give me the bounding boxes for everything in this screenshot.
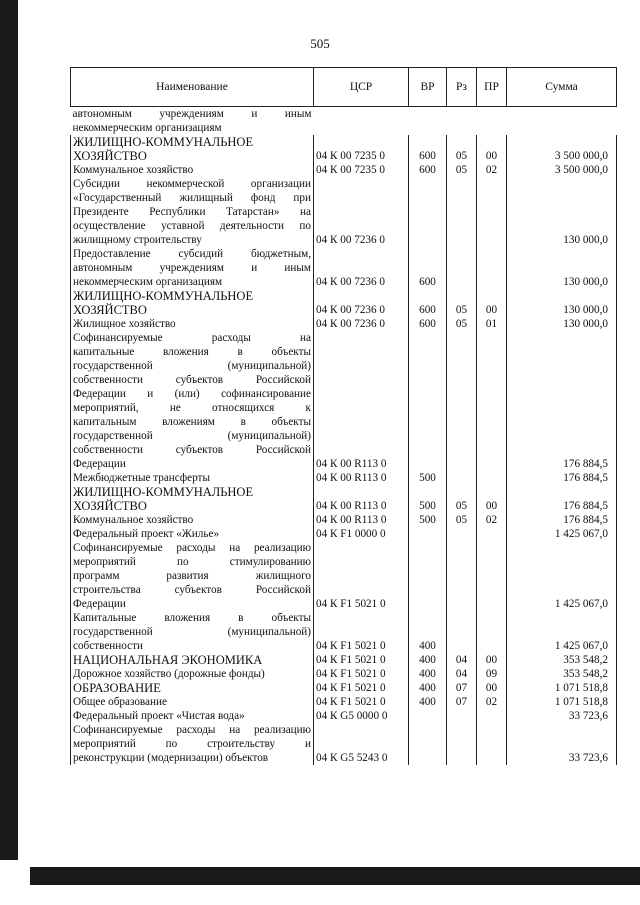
row-pr: 09	[477, 667, 507, 681]
row-name	[71, 247, 314, 289]
row-csr: 04 К 00 7236 0	[314, 247, 409, 289]
row-sum: 130 000,0	[507, 317, 617, 331]
table-row	[71, 485, 617, 513]
header-vr: ВР	[409, 68, 447, 107]
row-sum: 176 884,5	[507, 485, 617, 513]
row-name	[71, 471, 314, 485]
row-name	[71, 177, 314, 247]
row-vr: 600	[409, 289, 447, 317]
row-name-line: программ развития жилищного	[73, 570, 311, 582]
row-vr: 400	[409, 667, 447, 681]
row-rz	[447, 471, 477, 485]
row-pr	[477, 723, 507, 765]
row-rz	[447, 331, 477, 471]
row-rz: 05	[447, 289, 477, 317]
row-csr: 04 К G5 5243 0	[314, 723, 409, 765]
row-rz: 05	[447, 485, 477, 513]
row-csr: 04 К 00 R113 0	[314, 485, 409, 513]
row-name-line: государственной (муниципальной)	[73, 626, 311, 638]
row-name-line: капитальные вложения в объекты	[73, 346, 311, 358]
row-name-line: «Государственный жилищный фонд при	[73, 192, 311, 204]
row-name-line: ХОЗЯЙСТВО	[73, 303, 147, 317]
row-sum: 130 000,0	[507, 289, 617, 317]
row-sum: 3 500 000,0	[507, 163, 617, 177]
header-name: Наименование	[71, 68, 314, 107]
row-csr: 04 К 00 7236 0	[314, 317, 409, 331]
row-name	[71, 331, 314, 471]
table-row	[71, 247, 617, 289]
row-name-line: государственной (муниципальной)	[73, 430, 311, 442]
row-name-line: ХОЗЯЙСТВО	[73, 499, 147, 513]
table-row	[71, 471, 617, 485]
header-csr: ЦСР	[314, 68, 409, 107]
table-row	[71, 723, 617, 765]
row-name	[71, 135, 314, 163]
row-name-line: Федеральный проект «Чистая вода»	[73, 710, 245, 722]
row-rz	[447, 723, 477, 765]
row-name	[71, 723, 314, 765]
row-pr	[477, 331, 507, 471]
row-vr	[409, 541, 447, 611]
row-name-line: некоммерческим организациям	[73, 276, 223, 288]
table-row	[71, 513, 617, 527]
row-csr: 04 К 00 R113 0	[314, 513, 409, 527]
table-row	[71, 709, 617, 723]
row-name	[71, 527, 314, 541]
table-row	[71, 695, 617, 709]
row-rz	[447, 611, 477, 653]
row-vr: 500	[409, 471, 447, 485]
header-rz: Рз	[447, 68, 477, 107]
row-pr: 02	[477, 513, 507, 527]
row-sum: 1 071 518,8	[507, 695, 617, 709]
row-name-line: ОБРАЗОВАНИЕ	[73, 681, 161, 695]
row-pr: 00	[477, 681, 507, 695]
row-name	[71, 289, 314, 317]
row-vr: 600	[409, 317, 447, 331]
table-row	[71, 541, 617, 611]
row-vr: 400	[409, 681, 447, 695]
row-rz	[447, 527, 477, 541]
row-name-line: НАЦИОНАЛЬНАЯ ЭКОНОМИКА	[73, 653, 263, 667]
row-pr: 01	[477, 317, 507, 331]
row-sum: 130 000,0	[507, 177, 617, 247]
row-name-line: ЖИЛИЩНО-КОММУНАЛЬНОЕ	[73, 289, 254, 303]
table-row	[71, 317, 617, 331]
row-name-line: Софинансируемые расходы на реализацию	[73, 724, 311, 736]
row-name-line: собственности	[73, 640, 143, 652]
row-sum: 353 548,2	[507, 667, 617, 681]
row-sum: 176 884,5	[507, 513, 617, 527]
row-name-line: мероприятий по строительству и	[73, 738, 311, 750]
row-rz	[447, 177, 477, 247]
row-pr	[477, 177, 507, 247]
row-rz: 05	[447, 135, 477, 163]
row-name-line: Федеральный проект «Жилье»	[73, 528, 220, 540]
budget-table-container	[70, 67, 616, 765]
header-pr: ПР	[477, 68, 507, 107]
table-row	[71, 177, 617, 247]
row-sum: 1 425 067,0	[507, 527, 617, 541]
row-csr: 04 К F1 5021 0	[314, 667, 409, 681]
row-csr	[314, 107, 409, 136]
row-csr: 04 К 00 7235 0	[314, 163, 409, 177]
row-vr: 500	[409, 513, 447, 527]
row-name-line: автономным учреждениям и иным	[73, 262, 311, 274]
row-pr	[477, 541, 507, 611]
row-name-line: ЖИЛИЩНО-КОММУНАЛЬНОЕ	[73, 135, 254, 149]
row-sum: 1 425 067,0	[507, 611, 617, 653]
row-vr	[409, 527, 447, 541]
row-rz: 05	[447, 317, 477, 331]
row-name-line: ЖИЛИЩНО-КОММУНАЛЬНОЕ	[73, 485, 254, 499]
row-rz: 05	[447, 163, 477, 177]
table-row	[71, 653, 617, 667]
row-vr: 600	[409, 163, 447, 177]
row-name-line: Президенте Республики Татарстан» на	[73, 206, 311, 218]
row-vr	[409, 709, 447, 723]
scan-edge-bottom	[30, 867, 640, 885]
row-vr	[409, 331, 447, 471]
row-name-line: Федерации	[73, 598, 126, 610]
row-name-line: Коммунальное хозяйство	[73, 514, 194, 526]
row-name-line: государственной (муниципальной)	[73, 360, 311, 372]
row-sum	[507, 107, 617, 136]
header-sum: Сумма	[507, 68, 617, 107]
row-name-line: Софинансируемые расходы на реализацию	[73, 542, 311, 554]
row-name-line: Межбюджетные трансферты	[73, 472, 210, 484]
row-csr: 04 К 00 R113 0	[314, 471, 409, 485]
row-vr: 600	[409, 247, 447, 289]
row-name	[71, 611, 314, 653]
row-name-line: Общее образование	[73, 696, 167, 708]
row-name-line: собственности субъектов Российской	[73, 444, 311, 456]
row-name-line: мероприятий, не относящихся к	[73, 402, 311, 414]
row-csr: 04 К 00 7235 0	[314, 135, 409, 163]
row-pr	[477, 247, 507, 289]
table-row	[71, 681, 617, 695]
row-sum: 353 548,2	[507, 653, 617, 667]
row-name-line: автономным учреждениям и иным	[72, 108, 312, 120]
table-header	[71, 68, 617, 107]
row-name	[71, 709, 314, 723]
row-name-line: Капитальные вложения в объекты	[73, 612, 311, 624]
row-vr: 600	[409, 135, 447, 163]
row-name-line: осуществление уставной деятельности по	[73, 220, 311, 232]
table-row	[71, 163, 617, 177]
table-row	[71, 135, 617, 163]
row-pr: 00	[477, 485, 507, 513]
row-name-line: Дорожное хозяйство (дорожные фонды)	[73, 668, 265, 680]
row-name-line: собственности субъектов Российской	[73, 374, 311, 386]
row-rz	[447, 541, 477, 611]
row-vr: 400	[409, 695, 447, 709]
row-rz: 04	[447, 653, 477, 667]
row-vr	[409, 723, 447, 765]
scan-edge-left	[0, 0, 18, 860]
row-pr	[477, 611, 507, 653]
budget-table	[70, 67, 617, 765]
row-rz	[447, 247, 477, 289]
row-name-line: Федерации	[73, 458, 126, 470]
row-sum: 176 884,5	[507, 331, 617, 471]
row-name-line: Субсидии некоммерческой организации	[73, 178, 311, 190]
row-rz: 04	[447, 667, 477, 681]
row-csr: 04 К F1 5021 0	[314, 695, 409, 709]
row-pr	[477, 107, 507, 136]
row-csr: 04 К F1 5021 0	[314, 541, 409, 611]
row-vr: 400	[409, 653, 447, 667]
row-sum: 1 071 518,8	[507, 681, 617, 695]
row-name	[71, 513, 314, 527]
row-csr: 04 К F1 0000 0	[314, 527, 409, 541]
row-name-line: Софинансируемые расходы на	[73, 332, 311, 344]
row-sum: 176 884,5	[507, 471, 617, 485]
table-row	[71, 289, 617, 317]
row-vr	[409, 107, 447, 136]
row-pr	[477, 527, 507, 541]
row-name-line: ХОЗЯЙСТВО	[73, 149, 147, 163]
row-csr: 04 К F1 5021 0	[314, 653, 409, 667]
table-body	[71, 107, 617, 766]
row-name-line: Коммунальное хозяйство	[73, 164, 194, 176]
row-name-line: некоммерческим организациям	[72, 122, 222, 134]
row-pr	[477, 471, 507, 485]
row-pr: 02	[477, 163, 507, 177]
table-row	[71, 331, 617, 471]
row-name	[71, 541, 314, 611]
row-pr: 00	[477, 653, 507, 667]
row-rz: 07	[447, 681, 477, 695]
table-row	[71, 107, 617, 136]
row-name	[71, 681, 314, 695]
row-vr: 500	[409, 485, 447, 513]
row-sum: 33 723,6	[507, 723, 617, 765]
row-rz	[447, 107, 477, 136]
row-rz: 07	[447, 695, 477, 709]
row-name-line: Федерации и (или) софинансирование	[73, 388, 311, 400]
row-name	[71, 163, 314, 177]
row-pr: 02	[477, 695, 507, 709]
row-name	[71, 485, 314, 513]
row-csr: 04 К 00 R113 0	[314, 331, 409, 471]
row-rz	[447, 709, 477, 723]
row-name-line: капитальным вложениям в объекты	[73, 416, 311, 428]
row-name	[71, 107, 314, 136]
page-number: 505	[310, 36, 330, 51]
row-name-line: мероприятий по стимулированию	[73, 556, 311, 568]
row-csr: 04 К G5 0000 0	[314, 709, 409, 723]
row-name-line: реконструкции (модернизации) объектов	[73, 752, 269, 764]
row-name-line: строительства субъектов Российской	[73, 584, 311, 596]
row-vr: 400	[409, 611, 447, 653]
table-row	[71, 611, 617, 653]
row-vr	[409, 177, 447, 247]
row-pr: 00	[477, 289, 507, 317]
row-name-line: Предоставление субсидий бюджетным,	[73, 248, 311, 260]
row-sum: 33 723,6	[507, 709, 617, 723]
row-name	[71, 317, 314, 331]
row-sum: 130 000,0	[507, 247, 617, 289]
row-csr: 04 К 00 7236 0	[314, 177, 409, 247]
row-rz: 05	[447, 513, 477, 527]
table-row	[71, 667, 617, 681]
row-csr: 04 К F1 5021 0	[314, 611, 409, 653]
row-csr: 04 К 00 7236 0	[314, 289, 409, 317]
row-name-line: жилищному строительству	[73, 234, 202, 246]
row-name	[71, 667, 314, 681]
row-name	[71, 695, 314, 709]
row-pr	[477, 709, 507, 723]
row-sum: 3 500 000,0	[507, 135, 617, 163]
row-csr: 04 К F1 5021 0	[314, 681, 409, 695]
row-name	[71, 653, 314, 667]
row-name-line: Жилищное хозяйство	[73, 318, 176, 330]
row-pr: 00	[477, 135, 507, 163]
row-sum: 1 425 067,0	[507, 541, 617, 611]
table-row	[71, 527, 617, 541]
